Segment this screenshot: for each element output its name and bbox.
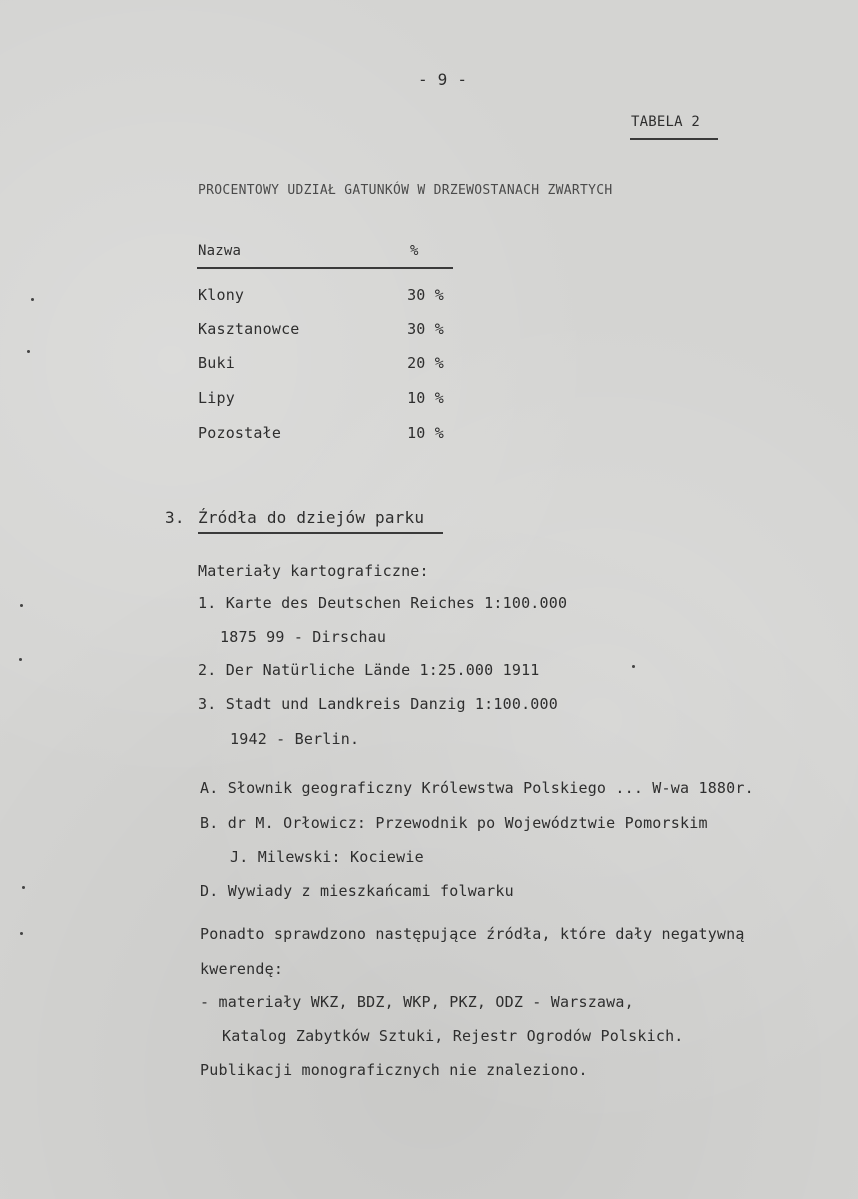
margin-mark xyxy=(19,658,22,661)
margin-mark xyxy=(20,932,23,935)
body-line: Katalog Zabytków Sztuki, Rejestr Ogrodów Polskich. xyxy=(222,1027,684,1045)
margin-mark xyxy=(20,604,23,607)
table-row-value: 30 % xyxy=(407,286,444,304)
body-line: B. dr M. Orłowicz: Przewodnik po Województwie Pomorskim xyxy=(200,814,708,832)
body-line: D. Wywiady z mieszkańcami folwarku xyxy=(200,882,514,900)
table-row-value: 30 % xyxy=(407,320,444,338)
header-underline xyxy=(197,267,453,269)
body-line: 1. Karte des Deutschen Reiches 1:100.000 xyxy=(198,594,568,612)
body-line: 1942 - Berlin. xyxy=(230,730,360,748)
section-title: Źródła do dziejów parku xyxy=(198,508,425,527)
body-line: Publikacji monograficznych nie znaleziono. xyxy=(200,1061,588,1079)
table-row-name: Pozostałe xyxy=(198,424,282,442)
section-number: 3. xyxy=(165,508,185,527)
body-line: 2. Der Natürliche Lände 1:25.000 1911 xyxy=(198,661,540,679)
section-title-underline xyxy=(198,532,443,534)
table-label-underline xyxy=(630,138,718,140)
column-header-percent: % xyxy=(410,243,419,259)
body-line: Ponadto sprawdzono następujące źródła, które dały negatywną xyxy=(200,925,745,943)
body-line: A. Słownik geograficzny Królewstwa Polskiego ... W-wa 1880r. xyxy=(200,779,754,797)
margin-mark xyxy=(31,298,34,301)
table-row-value: 20 % xyxy=(407,354,444,372)
table-row-value: 10 % xyxy=(407,389,444,407)
body-line: 1875 99 - Dirschau xyxy=(220,628,387,646)
body-line: 3. Stadt und Landkreis Danzig 1:100.000 xyxy=(198,695,558,713)
table-title: PROCENTOWY UDZIAŁ GATUNKÓW W DRZEWOSTANACH ZWARTYCH xyxy=(198,183,613,198)
body-line: Materiały kartograficzne: xyxy=(198,562,429,580)
table-row-name: Klony xyxy=(198,286,245,304)
margin-mark xyxy=(22,886,25,889)
body-line: - materiały WKZ, BDZ, WKP, PKZ, ODZ - Warszawa, xyxy=(200,993,634,1011)
table-row-name: Kasztanowce xyxy=(198,320,300,338)
body-line: J. Milewski: Kociewie xyxy=(230,848,424,866)
body-line: kwerendę: xyxy=(200,960,284,978)
page-number: - 9 - xyxy=(418,70,468,89)
table-row-name: Lipy xyxy=(198,389,235,407)
table-row-name: Buki xyxy=(198,354,235,372)
margin-mark xyxy=(27,350,30,353)
table-row-value: 10 % xyxy=(407,424,444,442)
margin-mark xyxy=(632,665,635,668)
table-label: TABELA 2 xyxy=(631,114,701,130)
column-header-name: Nazwa xyxy=(198,243,242,259)
